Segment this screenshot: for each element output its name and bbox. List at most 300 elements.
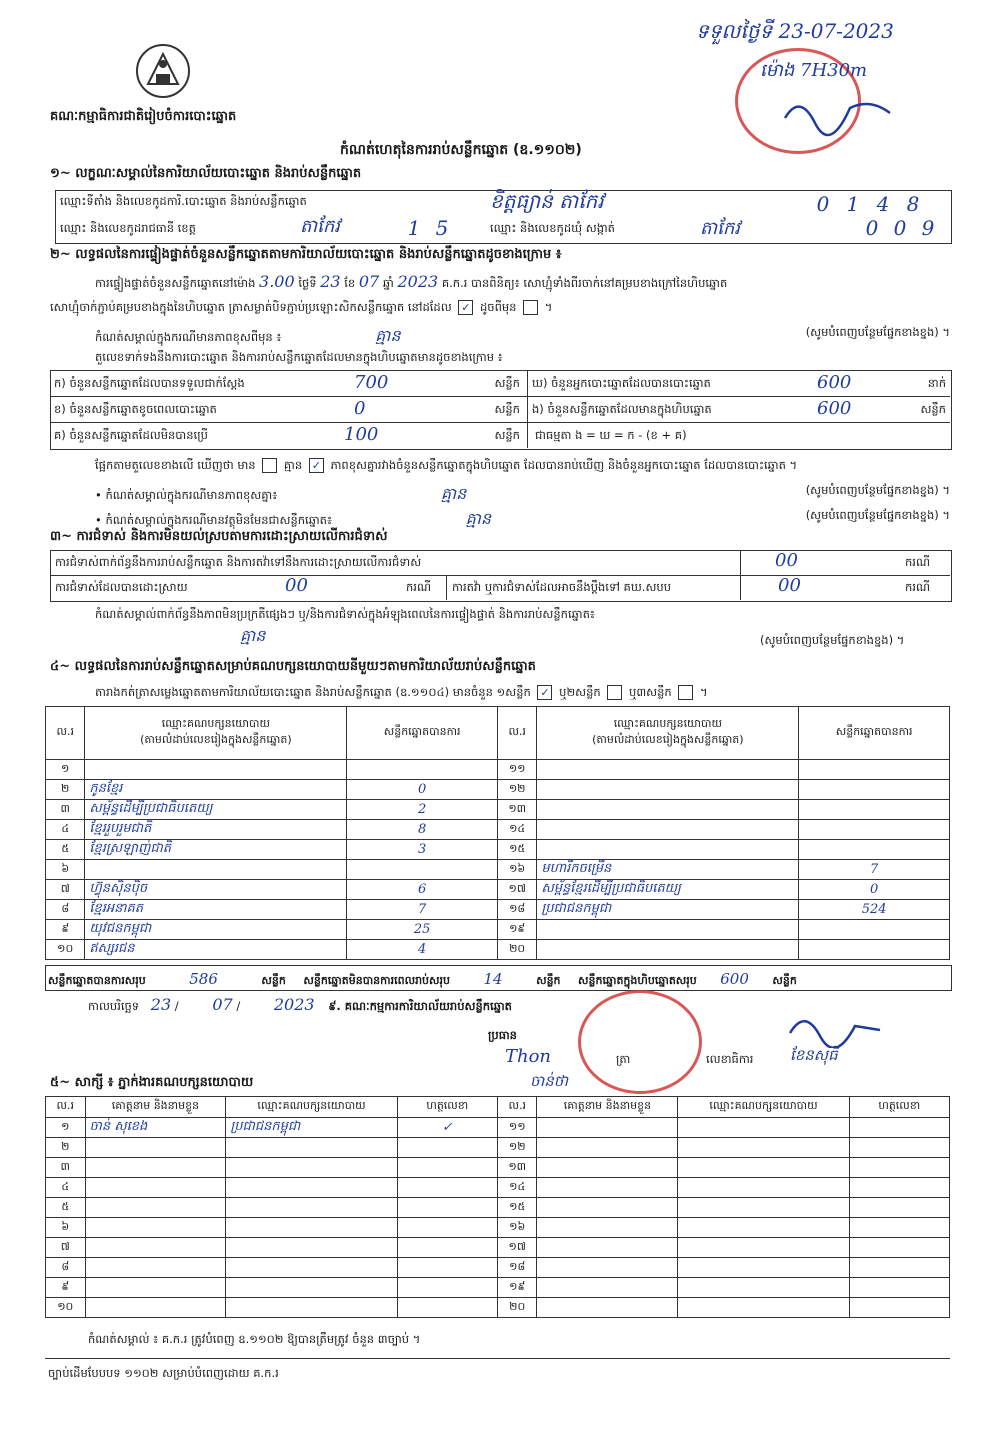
opt-none: គ្មាន <box>283 458 303 472</box>
w-row-no: ៣ <box>46 1158 86 1178</box>
section3-vline1 <box>740 550 741 600</box>
section1-row2-label: ឈ្មោះ និងលេខកូដរាជធានី ខេត្ត <box>60 221 196 235</box>
row-party <box>537 940 799 960</box>
section3-row1-value: 00 <box>775 550 798 571</box>
w-row-sign <box>849 1118 949 1138</box>
row-party: ខ្មែរអនាគត <box>85 900 347 920</box>
checkbox-2-sheets[interactable] <box>607 685 622 700</box>
table-row <box>46 920 950 940</box>
date-month: 07 <box>212 995 233 1014</box>
row-no: ៣ <box>46 800 85 820</box>
w-row-sign <box>849 1278 949 1298</box>
row-party <box>537 760 799 780</box>
w-row-sign <box>849 1238 949 1258</box>
kha-unit: សន្លឹក <box>494 402 520 416</box>
row-no: ១៩ <box>497 920 536 940</box>
w-row-name <box>85 1198 226 1218</box>
line5-text: ផ្អែកតាមតួលេខខាងលើ ឃើញថា មាន <box>95 458 256 472</box>
section3-row1-unit: ករណី <box>905 555 930 569</box>
w-row-party <box>678 1238 849 1258</box>
section3-vline2 <box>446 575 447 600</box>
code-digit: 1 <box>846 192 860 216</box>
w-row-no: ១ <box>46 1118 86 1138</box>
w-row-party <box>678 1298 849 1318</box>
row-party: យុវជនកម្ពុជា <box>85 920 347 940</box>
results-table <box>45 706 950 960</box>
row-party <box>537 820 799 840</box>
section3-title: ៣~ ការជំទាស់ និងការមិនយល់ស្របតាមការដោះស្រាយលើការជំទាស់ <box>50 529 388 544</box>
w-row-sign <box>397 1158 497 1178</box>
witness-body <box>46 1118 950 1318</box>
table-row <box>46 840 950 860</box>
w-row-name <box>537 1178 678 1198</box>
w-row-name <box>85 1218 226 1238</box>
fill-note: (សូមបំពេញបន្ថែមផ្នែកខាងខ្នង) ។ <box>760 633 905 647</box>
w-row-party <box>226 1198 397 1218</box>
section3-row2-value2: 00 <box>778 575 801 596</box>
w-row-sign <box>849 1138 949 1158</box>
row-no: ១៤ <box>497 820 536 840</box>
w-row-party: ប្រជាជនកម្ពុជា <box>226 1118 397 1138</box>
w-row-name <box>537 1118 678 1138</box>
tally-ko <box>54 424 524 445</box>
section1-row2-label2: ឈ្មោះ និងលេខកូដឃុំ សង្កាត់ <box>490 221 615 235</box>
w-row-party <box>226 1138 397 1158</box>
col-party-label: ឈ្មោះគណបក្សនយោបាយ <box>161 717 270 730</box>
section1-title: ១~ លក្ខណៈសម្គាល់នៃការិយាល័យបោះឆ្នោត និងរាប់សន្លឹកឆ្នោត <box>50 166 362 181</box>
footer-copy-note: ច្បាប់ដើមបែបបទ ១១០២ សម្រាប់បំពេញដោយ គ.ក.រ <box>48 1366 279 1380</box>
ngo-value: 600 <box>817 398 852 419</box>
footer-divider <box>45 1358 950 1359</box>
w-row-no: ១៧ <box>497 1238 537 1258</box>
w-row-party <box>226 1238 397 1258</box>
row-no: ៥ <box>46 840 85 860</box>
section1-row1-value: ខិត្តធ្យាន់ តាកែវ <box>490 189 604 213</box>
w-row-party <box>678 1158 849 1178</box>
w-row-no: ១៥ <box>497 1198 537 1218</box>
secretary-signature <box>780 1008 890 1048</box>
row-no: ១៦ <box>497 860 536 880</box>
row-votes <box>799 820 950 840</box>
row-party <box>537 800 799 820</box>
w-row-name <box>537 1138 678 1158</box>
col-votes-left: សន្លឹកឆ្នោតបានការ <box>347 707 498 760</box>
w-row-no: ១១ <box>497 1118 537 1138</box>
row-no: ៧ <box>46 880 85 900</box>
w-row-name <box>85 1298 226 1318</box>
row-party: មហារីកចម្រើន <box>537 860 799 880</box>
section3-row1-label: ការជំទាស់ពាក់ព័ន្ធនឹងការរាប់សន្លឹកឆ្នោត និងការតវ៉ាទៅនឹងការដោះស្រាយលើការជំទាស់ <box>55 555 422 569</box>
w-row-name <box>85 1238 226 1258</box>
section4-title: ៤~ លទ្ធផលនៃការរាប់សន្លឹកឆ្នោតសម្រាប់គណបក្សនយោបាយនីមួយៗតាមការិយាល័យរាប់សន្លឹកឆ្នោត <box>50 659 536 674</box>
row-party: សម្ព័ន្ធខ្មែរដើម្បីប្រជាធិបតេយ្យ <box>537 880 799 900</box>
total-box: 600 <box>720 970 749 988</box>
row-no: ១៧ <box>497 880 536 900</box>
table-row <box>46 1218 950 1238</box>
w-row-name <box>85 1138 226 1158</box>
w-row-name <box>537 1238 678 1258</box>
row-no: ១២ <box>497 780 536 800</box>
w-row-party <box>678 1218 849 1238</box>
table-row <box>46 1298 950 1318</box>
row-votes: 8 <box>347 820 498 840</box>
table-row <box>46 1138 950 1158</box>
w-col-sign: ហត្ថលេខា <box>397 1097 497 1118</box>
row-party <box>85 860 347 880</box>
section2-line2: សោហ្មុំចាក់ភ្ជាប់គម្របខាងក្នុងនៃហិបឆ្នោត ត្រាសម្ងាត់បិទភ្ជាប់ប្រឡោះសិកសន្លឹកឆ្នោត នៅដដែល ✓ ដូចពីមុន ។ <box>50 300 553 314</box>
code-digit: 0 <box>893 216 907 240</box>
national-emblem <box>134 40 192 102</box>
table-row <box>46 1238 950 1258</box>
section2-line4: តួលេខទាក់ទងនឹងការបោះឆ្នោត និងការរាប់សន្លឹកឆ្នោតដែលមានក្នុងហិបឆ្នោតមានដូចខាងក្រោម ៖ <box>95 350 503 364</box>
row-no: ១៣ <box>497 800 536 820</box>
w-row-sign <box>397 1138 497 1158</box>
date-label: កាលបរិច្ឆេទ <box>88 999 140 1013</box>
total-valid: 586 <box>189 970 218 988</box>
committee-label: ៩. គណៈកម្មការការិយាល័យរាប់សន្លឹកឆ្នោត <box>328 999 512 1013</box>
row-no: ១៨ <box>497 900 536 920</box>
section1-row2-value: តាកែវ <box>300 216 340 237</box>
col-party-label: ឈ្មោះគណបក្សនយោបាយ <box>613 717 722 730</box>
w-row-party <box>226 1298 397 1318</box>
row-party: សម្ព័ន្ធដើម្បីប្រជាធិបតេយ្យ <box>85 800 347 820</box>
section3-row2-unit: ករណី <box>406 580 431 594</box>
row-votes <box>799 940 950 960</box>
section1-row2-code <box>400 216 456 240</box>
opt-3: ឬ៣សន្លឹក <box>629 685 672 699</box>
w-row-name <box>537 1278 678 1298</box>
code-digit: 1 <box>407 216 421 240</box>
checkbox-has-diff[interactable] <box>262 458 277 473</box>
tally-divider <box>527 370 528 448</box>
w-row-name <box>85 1158 226 1178</box>
row-votes: 4 <box>347 940 498 960</box>
w-row-party <box>678 1118 849 1138</box>
col-no-right: ល.រ <box>497 707 536 760</box>
w-row-no: ៩ <box>46 1278 86 1298</box>
date-day: 23 <box>150 995 172 1014</box>
checkbox-unchanged[interactable]: ✓ <box>458 300 473 315</box>
stamp-label: ត្រា <box>616 1052 631 1066</box>
witness-table <box>45 1096 950 1318</box>
table-row <box>46 1278 950 1298</box>
row-no: ១១ <box>497 760 536 780</box>
code-digit: 8 <box>906 192 920 216</box>
w-row-sign <box>849 1158 949 1178</box>
section3-row2-unit2: ករណី <box>905 580 930 594</box>
w-row-sign <box>397 1278 497 1298</box>
row-party: ហ៊្វុនស៊ិនប៉ិច <box>85 880 347 900</box>
section3-row2-label: ការជំទាស់ដែលបានដោះស្រាយ <box>55 580 188 594</box>
w-row-name <box>537 1298 678 1318</box>
checkbox-1-sheet[interactable]: ✓ <box>537 685 552 700</box>
w-row-no: ៧ <box>46 1238 86 1258</box>
w-row-party <box>226 1178 397 1198</box>
total-valid-unit: សន្លឹក <box>261 974 286 987</box>
total-box-label: សន្លឹកឆ្នោតក្នុងហិបឆ្នោតសរុប <box>578 974 697 987</box>
col-party-right <box>537 707 799 760</box>
line1-b: ថ្ងៃទី <box>298 276 317 290</box>
row-no: ១៥ <box>497 840 536 860</box>
row-party: ឥស្សរជន <box>85 940 347 960</box>
kha-value: 0 <box>354 398 366 419</box>
w-row-sign <box>397 1198 497 1218</box>
w-row-sign <box>397 1178 497 1198</box>
w-row-no: ៤ <box>46 1178 86 1198</box>
checkbox-changed[interactable] <box>523 300 538 315</box>
table-row <box>46 820 950 840</box>
row-party <box>85 760 347 780</box>
w-row-no: ១២ <box>497 1138 537 1158</box>
row-votes: 7 <box>347 900 498 920</box>
code-digit: 4 <box>876 192 890 216</box>
total-invalid-unit: សន្លឹក <box>536 974 561 987</box>
chair-label: ប្រធាន <box>488 1028 517 1042</box>
w-row-no: ១៨ <box>497 1258 537 1278</box>
secretary-name: ខែនសុធី <box>790 1046 838 1064</box>
w-row-sign <box>397 1258 497 1278</box>
w-row-party <box>226 1258 397 1278</box>
section3-row2-label2: ការតវ៉ា ឬការជំទាស់ដែលអាចនឹងប្តឹងទៅ គឃ.សបប <box>452 580 672 594</box>
w-col-no: ល.រ <box>46 1097 86 1118</box>
w-row-sign <box>849 1198 949 1218</box>
w-row-party <box>678 1278 849 1298</box>
ko-label: គ) ចំនួនសន្លឹកឆ្នោតដែលមិនបានប្រើ <box>54 428 208 442</box>
row-votes: 7 <box>799 860 950 880</box>
w-row-party <box>226 1158 397 1178</box>
note-diff-value: គ្មាន <box>440 484 467 503</box>
w-row-sign: ✓ <box>397 1118 497 1138</box>
w-row-no: ៥ <box>46 1198 86 1218</box>
row-party: កូនខ្មែរ <box>85 780 347 800</box>
section3-hline <box>50 575 950 576</box>
checkbox-no-diff[interactable]: ✓ <box>309 458 324 473</box>
table-row <box>46 940 950 960</box>
row-votes <box>799 780 950 800</box>
signature-top <box>780 88 900 138</box>
checkbox-3-sheets[interactable] <box>678 685 693 700</box>
row-votes <box>347 860 498 880</box>
section4-subtitle: តារាងកត់ត្រាសម្លេងឆ្នោតតាមការិយាល័យបោះឆ្នោត និងរាប់សន្លឹកឆ្នោត (ឧ.១១០៤) មានចំនួន ១សន្លឹក ✓ ឬ២សន្លឹក ឬ៣សន្លឹក ។ <box>95 685 708 699</box>
w-row-party <box>678 1178 849 1198</box>
chair-signature: Thon <box>505 1046 552 1067</box>
row-party: ប្រជាជនកម្ពុជា <box>537 900 799 920</box>
w-row-sign <box>397 1298 497 1318</box>
official-stamp-bottom <box>578 990 702 1094</box>
col-party-sub: (តាមលំដាប់លេខរៀងក្នុងសន្លឹកឆ្នោត) <box>592 733 744 746</box>
row-votes: 3 <box>347 840 498 860</box>
ngo-unit: សន្លឹក <box>920 402 946 416</box>
w-col-name: គោត្តនាម និងនាមខ្លួន <box>85 1097 226 1118</box>
w-row-name <box>537 1198 678 1218</box>
date-year: 2023 <box>273 995 315 1014</box>
kha-label: ខ) ចំនួនសន្លឹកឆ្នោតខូចពេលបោះឆ្នោត <box>54 402 217 416</box>
row-party <box>537 840 799 860</box>
table-row <box>46 1158 950 1178</box>
section2-line1 <box>95 272 727 293</box>
month-value: 07 <box>358 272 380 291</box>
table-row <box>46 800 950 820</box>
chair-name: ចាន់ថា <box>530 1072 569 1090</box>
row-no: ១ <box>46 760 85 780</box>
row-party <box>537 780 799 800</box>
committee-name: គណៈកម្មាធិការជាតិរៀបចំការបោះឆ្នោត <box>50 109 237 124</box>
section2-line3 <box>95 325 950 349</box>
row-party: ខ្មែរស្រឡាញ់ជាតិ <box>85 840 347 860</box>
w-row-no: ១៤ <box>497 1178 537 1198</box>
line5-b: ភាពខុសគ្នារវាងចំនួនសន្លឹកឆ្នោតក្នុងហិបឆ្នោត ដែលបានរាប់ឃើញ និងចំនួនអ្នកបោះឆ្នោត ដែលបានបោះឆ្នោត ។ <box>330 458 798 472</box>
w-row-sign <box>397 1238 497 1258</box>
total-invalid: 14 <box>483 970 503 988</box>
w-row-party <box>226 1278 397 1298</box>
tally-kha <box>54 398 524 419</box>
w-row-no: ១៦ <box>497 1218 537 1238</box>
w-row-no: ៦ <box>46 1218 86 1238</box>
w-row-name <box>85 1258 226 1278</box>
code-digit: 0 <box>865 216 879 240</box>
line3-value: គ្មាន <box>375 326 401 345</box>
tally-ka <box>54 372 524 393</box>
table-row <box>46 1258 950 1278</box>
section5-title: ៥~ សាក្សី ៖ ភ្នាក់ងារគណបក្សនយោបាយ <box>50 1075 254 1090</box>
row-votes: 0 <box>347 780 498 800</box>
tally-hline2 <box>50 422 950 423</box>
section1-row1-code <box>808 192 928 216</box>
section2-title: ២~ លទ្ធផលនៃការផ្ទៀងផ្ទាត់ចំនួនសន្លឹកឆ្នោតតាមការិយាល័យបោះឆ្នោត និងរាប់សន្លឹកឆ្នោតដូចខាងក្រោម ៖ <box>50 247 562 262</box>
w-row-no: ១០ <box>46 1298 86 1318</box>
row-votes <box>799 840 950 860</box>
w-row-sign <box>849 1258 949 1278</box>
row-no: ៦ <box>46 860 85 880</box>
kho-label: ឃ) ចំនួនអ្នកបោះឆ្នោតដែលបានបោះឆ្នោត <box>532 376 711 390</box>
table-row <box>46 760 950 780</box>
date-received: ទទួលថ្ងៃទី 23-07-2023 <box>696 19 894 43</box>
row-votes <box>799 920 950 940</box>
row-party: ខ្មែររួបរួមជាតិ <box>85 820 347 840</box>
w-row-name <box>537 1158 678 1178</box>
table-row <box>46 780 950 800</box>
fill-note: (សូមបំពេញបន្ថែមផ្នែកខាងខ្នង) ។ <box>805 325 950 339</box>
row-votes: 6 <box>347 880 498 900</box>
section2-line5 <box>95 458 797 475</box>
line1-c: ខែ <box>344 276 356 290</box>
row-no: ៨ <box>46 900 85 920</box>
w-row-party <box>678 1258 849 1278</box>
w-row-sign <box>849 1178 949 1198</box>
w-col-sign: ហត្ថលេខា <box>849 1097 949 1118</box>
line2-text: សោហ្មុំចាក់ភ្ជាប់គម្របខាងក្នុងនៃហិបឆ្នោត ត្រាសម្ងាត់បិទភ្ជាប់ប្រឡោះសិកសន្លឹកឆ្នោត នៅដដែល <box>50 300 452 314</box>
table-row <box>46 1118 950 1138</box>
col-no-left: ល.រ <box>46 707 85 760</box>
row-votes: 2 <box>347 800 498 820</box>
w-row-name <box>85 1278 226 1298</box>
row-votes <box>799 800 950 820</box>
ka-value: 700 <box>354 372 389 393</box>
fill-note: (សូមបំពេញបន្ថែមផ្នែកខាងខ្នង) ។ <box>805 508 950 522</box>
w-row-no: ៨ <box>46 1258 86 1278</box>
note-obj-value: គ្មាន <box>465 509 492 528</box>
opt-2: ឬ២សន្លឹក <box>559 685 601 699</box>
w-row-no: ២ <box>46 1138 86 1158</box>
footer-note: កំណត់សម្គាល់ ៖ គ.ក.រ ត្រូវបំពេញ ឧ.១១០២ ឱ្យបានត្រឹមត្រូវ ចំនួន ៣ច្បាប់ ។ <box>88 1332 421 1346</box>
w-col-name: គោត្តនាម និងនាមខ្លួន <box>537 1097 678 1118</box>
w-row-no: ២០ <box>497 1298 537 1318</box>
total-invalid-label: សន្លឹកឆ្នោតមិនបានការពេលរាប់សរុប <box>303 974 450 987</box>
table-row <box>46 880 950 900</box>
w-col-party: ឈ្មោះគណបក្សនយោបាយ <box>678 1097 849 1118</box>
col-party-left <box>85 707 347 760</box>
row-no: ២ <box>46 780 85 800</box>
section3-row2-value: 00 <box>285 575 308 596</box>
row-votes: 25 <box>347 920 498 940</box>
table-row <box>46 900 950 920</box>
w-row-party <box>226 1218 397 1238</box>
w-row-sign <box>849 1298 949 1318</box>
ngo-label: ង) ចំនួនសន្លឹកឆ្នោតដែលមានក្នុងហិបឆ្នោត <box>532 402 712 416</box>
table-row <box>46 860 950 880</box>
code-digit: 0 <box>816 192 830 216</box>
code-digit: 9 <box>921 216 935 240</box>
section3-note-label: កំណត់សម្គាល់ពាក់ព័ន្ធនឹងភាពមិនប្រក្រតីផ្សេងៗ ឬ/និងការជំទាស់ក្នុងអំឡុងពេលនៃការផ្ទៀងផ្ទាត់ និងការរាប់សន្លឹកឆ្នោត៖ <box>95 607 595 621</box>
form-title: កំណត់ហេតុនៃការរាប់សន្លឹកឆ្នោត (ឧ.១១០២) <box>340 142 582 158</box>
w-col-no: ល.រ <box>497 1097 537 1118</box>
w-col-party: ឈ្មោះគណបក្សនយោបាយ <box>226 1097 397 1118</box>
secretary-label: លេខាធិការ <box>706 1052 754 1066</box>
w-row-name <box>537 1218 678 1238</box>
section1-row1-label: ឈ្មោះទីតាំង និងលេខកូដការិ.បោះឆ្នោត និងរាប់សន្លឹកឆ្នោត <box>60 194 307 208</box>
total-box-unit: សន្លឹក <box>772 974 797 987</box>
line3-label: កំណត់សម្គាល់ក្នុងករណីមានភាពខុសពីមុន ៖ <box>95 330 282 344</box>
w-row-no: ១៩ <box>497 1278 537 1298</box>
opt-same: ដូចពីមុន <box>479 300 517 314</box>
row-votes <box>799 760 950 780</box>
table-row <box>46 1178 950 1198</box>
section1-row2-value2: តាកែវ <box>700 218 740 239</box>
time-received: ម៉ោង 7H30m <box>760 60 868 81</box>
fill-note: (សូមបំពេញបន្ថែមផ្នែកខាងខ្នង) ។ <box>805 483 950 497</box>
subtitle-text: តារាងកត់ត្រាសម្លេងឆ្នោតតាមការិយាល័យបោះឆ្នោត និងរាប់សន្លឹកឆ្នោត (ឧ.១១០៤) មានចំនួន ១សន្លឹក <box>95 685 531 699</box>
row-votes <box>347 760 498 780</box>
ka-unit: សន្លឹក <box>494 376 520 390</box>
code-digit: 5 <box>435 216 449 240</box>
w-row-party <box>678 1138 849 1158</box>
note-obj-label: • កំណត់សម្គាល់ក្នុងករណីមានវត្ថុមិនមែនជាសន្លឹកឆ្នោត៖ <box>95 513 333 527</box>
ko-unit: សន្លឹក <box>494 428 520 442</box>
col-votes-right: សន្លឹកឆ្នោតបានការ <box>799 707 950 760</box>
w-row-sign <box>397 1218 497 1238</box>
w-row-no: ១៣ <box>497 1158 537 1178</box>
note-diff <box>95 483 950 507</box>
ka-label: ក) ចំនួនសន្លឹកឆ្នោតដែលបានទទួលជាក់ស្តែង <box>54 376 245 390</box>
year-value: 2023 <box>397 272 439 291</box>
row-party <box>537 920 799 940</box>
section3-note-value: គ្មាន <box>240 626 266 645</box>
totals-row <box>48 970 948 990</box>
row-votes: 0 <box>799 880 950 900</box>
kho-value: 600 <box>817 372 852 393</box>
line1-d: ឆ្នាំ <box>382 276 394 290</box>
tally-hline1 <box>50 396 950 397</box>
time-value: 3.00 <box>259 272 295 291</box>
results-body <box>46 760 950 960</box>
row-no: ១០ <box>46 940 85 960</box>
row-no: ៤ <box>46 820 85 840</box>
tally-ngo <box>532 398 946 419</box>
col-party-sub: (តាមលំដាប់លេខរៀងក្នុងសន្លឹកឆ្នោត) <box>140 733 292 746</box>
row-no: ២០ <box>497 940 536 960</box>
day-value: 23 <box>320 272 341 291</box>
row-no: ៩ <box>46 920 85 940</box>
